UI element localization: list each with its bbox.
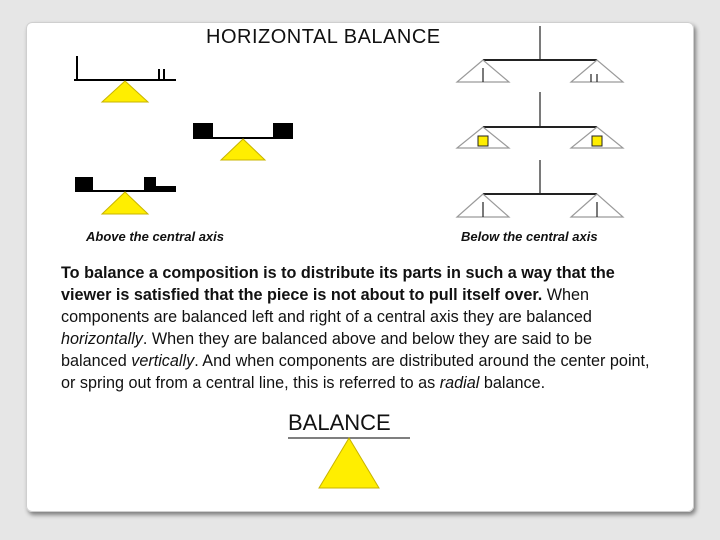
balance-title: BALANCE [288,410,391,435]
emphasis-vertically: vertically [131,352,195,370]
body-text-3: . And when components are distributed around the center point, or spring out from a central line, this is referred to as [61,352,650,392]
seesaw-3 [75,177,176,214]
fulcrum-triangle [102,81,148,102]
emphasis-radial: radial [439,374,480,392]
seesaw-1 [74,56,176,102]
mobile-3 [457,160,623,217]
emphasis-horizontally: horizontally [61,330,143,348]
mobile-2 [457,92,623,148]
caption-below-axis: Below the central axis [461,229,598,244]
balance-graphic [288,438,410,488]
fulcrum-triangle [319,438,379,488]
caption-above-axis: Above the central axis [86,229,224,244]
body-text-2: . When they are balanced above and below they are said to be balanced [61,330,592,370]
body-paragraph [61,262,661,394]
body-text-4: balance. [479,374,546,392]
fulcrum-triangle [102,192,148,214]
diagram-title: HORIZONTAL BALANCE [206,26,441,48]
lead-sentence: To balance a composition is to distribute its parts in such a way that the viewer is satisfied that the piece is not about to pull itself over. [61,264,615,304]
seesaw-2 [193,123,293,160]
fulcrum-triangle [221,139,265,160]
body-text-1: When components are balanced left and right of a central axis they are balanced [61,286,592,326]
mobile-1 [457,26,623,82]
